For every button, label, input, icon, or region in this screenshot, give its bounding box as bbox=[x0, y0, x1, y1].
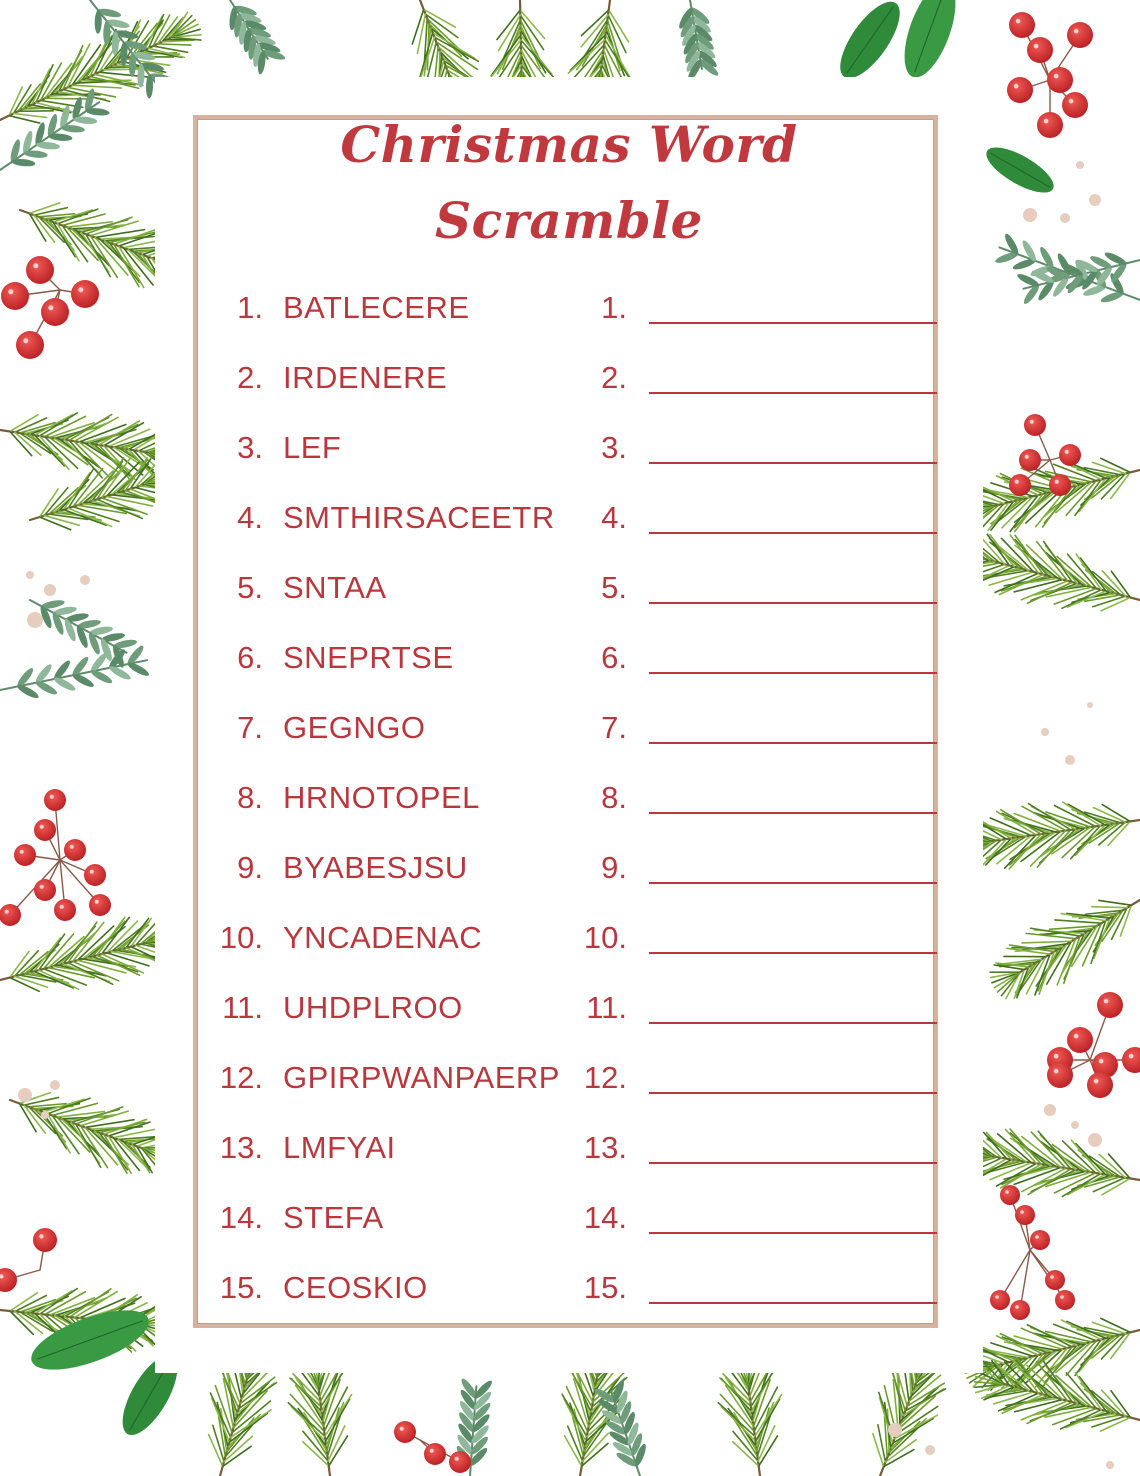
item-number: 5. bbox=[237, 570, 263, 605]
scrambled-word: HRNOTOPEL bbox=[283, 780, 480, 815]
answer-number: 2. bbox=[601, 360, 627, 395]
answer-blank-line bbox=[649, 532, 937, 534]
item-number: 14. bbox=[219, 1200, 263, 1235]
item-number: 6. bbox=[237, 640, 263, 675]
scrambled-word: SNTAA bbox=[283, 570, 387, 605]
answer-blank-line bbox=[649, 1022, 937, 1024]
scrambled-word: IRDENERE bbox=[283, 360, 448, 395]
title-line-2: Scramble bbox=[435, 191, 703, 250]
answer-number: 15. bbox=[583, 1270, 627, 1305]
scrambled-word: SMTHIRSACEETR bbox=[283, 500, 555, 535]
answer-blank-line bbox=[649, 322, 937, 324]
answer-number: 10. bbox=[583, 920, 627, 955]
scramble-row bbox=[155, 428, 983, 468]
answer-blank-line bbox=[649, 882, 937, 884]
scramble-row bbox=[155, 778, 983, 818]
scrambled-word: GPIRPWANPAERP bbox=[283, 1060, 560, 1095]
scramble-row bbox=[155, 638, 983, 678]
item-number: 8. bbox=[237, 780, 263, 815]
scramble-row bbox=[155, 288, 983, 328]
answer-number: 11. bbox=[586, 990, 627, 1025]
scrambled-word: BATLECERE bbox=[283, 290, 470, 325]
item-number: 13. bbox=[219, 1130, 263, 1165]
answer-blank-line bbox=[649, 462, 937, 464]
item-number: 10. bbox=[219, 920, 263, 955]
answer-number: 5. bbox=[601, 570, 627, 605]
answer-number: 8. bbox=[601, 780, 627, 815]
scrambled-word: SNEPRTSE bbox=[283, 640, 454, 675]
answer-blank-line bbox=[649, 952, 937, 954]
answer-blank-line bbox=[649, 392, 937, 394]
answer-number: 6. bbox=[601, 640, 627, 675]
item-number: 2. bbox=[237, 360, 263, 395]
worksheet-panel bbox=[155, 77, 983, 1373]
scramble-row bbox=[155, 1198, 983, 1238]
answer-number: 13. bbox=[583, 1130, 627, 1165]
scrambled-word: CEOSKIO bbox=[283, 1270, 428, 1305]
item-number: 15. bbox=[219, 1270, 263, 1305]
scramble-row bbox=[155, 1058, 983, 1098]
scrambled-word: YNCADENAC bbox=[283, 920, 483, 955]
scramble-row bbox=[155, 708, 983, 748]
scramble-row bbox=[155, 498, 983, 538]
item-number: 12. bbox=[219, 1060, 263, 1095]
answer-number: 1. bbox=[601, 290, 627, 325]
scramble-row bbox=[155, 1268, 983, 1308]
scramble-row bbox=[155, 988, 983, 1028]
scramble-row bbox=[155, 1128, 983, 1168]
answer-blank-line bbox=[649, 1092, 937, 1094]
item-number: 4. bbox=[237, 500, 263, 535]
answer-blank-line bbox=[649, 602, 937, 604]
item-number: 9. bbox=[237, 850, 263, 885]
answer-number: 9. bbox=[601, 850, 627, 885]
item-number: 3. bbox=[237, 430, 263, 465]
scrambled-word: LEF bbox=[283, 430, 342, 465]
answer-number: 7. bbox=[601, 710, 627, 745]
answer-number: 12. bbox=[583, 1060, 627, 1095]
item-number: 1. bbox=[237, 290, 263, 325]
scrambled-word: UHDPLROO bbox=[283, 990, 463, 1025]
item-number: 7. bbox=[237, 710, 263, 745]
scrambled-word: LMFYAI bbox=[283, 1130, 396, 1165]
scrambled-word: BYABESJSU bbox=[283, 850, 468, 885]
answer-number: 3. bbox=[601, 430, 627, 465]
answer-number: 4. bbox=[601, 500, 627, 535]
answer-blank-line bbox=[649, 1162, 937, 1164]
scrambled-word: STEFA bbox=[283, 1200, 384, 1235]
scramble-row bbox=[155, 358, 983, 398]
item-number: 11. bbox=[222, 990, 263, 1025]
answer-blank-line bbox=[649, 672, 937, 674]
answer-blank-line bbox=[649, 812, 937, 814]
answer-blank-line bbox=[649, 742, 937, 744]
answer-number: 14. bbox=[583, 1200, 627, 1235]
title-line-1: Christmas Word bbox=[340, 115, 798, 174]
scrambled-word: GEGNGO bbox=[283, 710, 426, 745]
answer-blank-line bbox=[649, 1232, 937, 1234]
scramble-row bbox=[155, 568, 983, 608]
page-title bbox=[155, 107, 983, 259]
scramble-row bbox=[155, 848, 983, 888]
answer-blank-line bbox=[649, 1302, 937, 1304]
scramble-row bbox=[155, 918, 983, 958]
